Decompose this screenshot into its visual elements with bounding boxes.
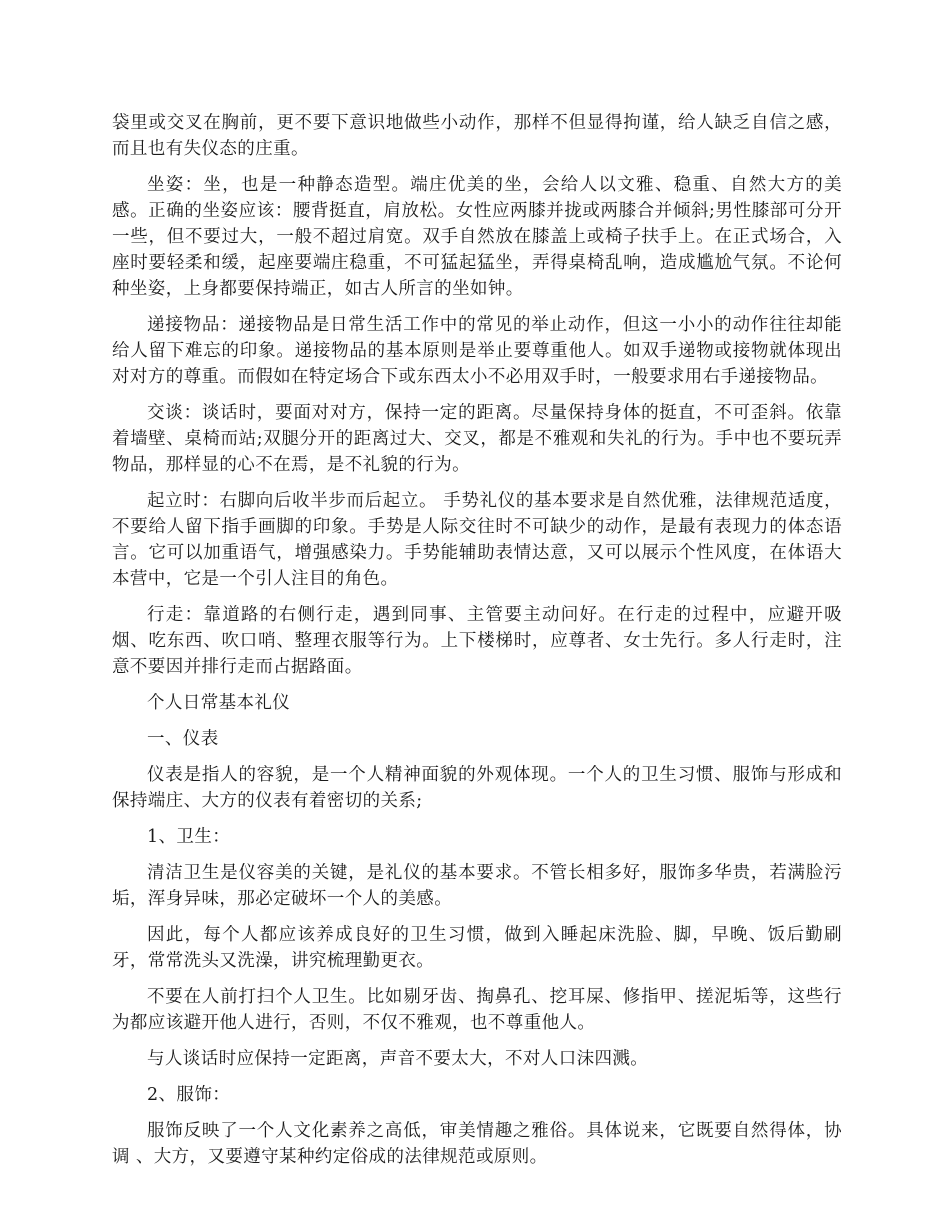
subsection-heading: 1、卫生： [147,827,231,847]
paragraph: 袋里或交叉在胸前，更不要下意识地做些小动作，那样不但显得拘谨，给人缺乏自信之感，而且也有失仪态的庄重。 [112,113,842,159]
paragraph: 服饰反映了一个人文化素养之高低，审美情趣之雅俗。具体说来，它既要自然得体，协调 、大方，又要遵守某种约定俗成的法律规范或原则。 [112,1121,842,1167]
paragraph: 起立时：右脚向后收半步而后起立。 手势礼仪的基本要求是自然优雅，法律规范适度，不要给人留下指手画脚的印象。手势是人际交往时不可缺少的动作，是最有表现力的体态语言。它可以加重语气，增强感染力。手势能辅助表情达意，又可以展示个性风度，在体语大本营中，它是一个引人注目的角色。 [112,491,842,589]
subsection-heading: 2、服饰： [147,1085,231,1105]
paragraph: 不要在人前打扫个人卫生。比如剔牙齿、掏鼻孔、挖耳屎、修指甲、搓泥垢等，这些行为都应该避开他人进行，否则，不仅不雅观，也不尊重他人。 [112,987,842,1033]
section-heading: 个人日常基本礼仪 [147,693,291,713]
paragraph: 与人谈话时应保持一定距离，声音不要太大，不对人口沫四溅。 [147,1049,649,1069]
paragraph: 仪表是指人的容貌，是一个人精神面貌的外观体现。一个人的卫生习惯、服饰与形成和保持端庄、大方的仪表有着密切的关系; [112,765,842,811]
paragraph: 交谈：谈话时，要面对对方，保持一定的距离。尽量保持身体的挺直，不可歪斜。依靠着墙壁、桌椅而站;双腿分开的距离过大、交叉，都是不雅观和失礼的行为。手中也不要玩弄物品，那样显的心不在焉，是不礼貌的行为。 [112,403,842,475]
paragraph: 清洁卫生是仪容美的关键，是礼仪的基本要求。不管长相多好，服饰多华贵，若满脸污垢，浑身异味，那必定破坏一个人的美感。 [112,863,842,909]
paragraph: 因此，每个人都应该养成良好的卫生习惯，做到入睡起床洗脸、脚，早晚、饭后勤刷牙，常常洗头又洗澡，讲究梳理勤更衣。 [112,925,842,971]
paragraph: 递接物品：递接物品是日常生活工作中的常见的举止动作，但这一小小的动作往往却能给人留下难忘的印象。递接物品的基本原则是举止要尊重他人。如双手递物或接物就体现出对对方的尊重。而假如在特定场合下或东西太小不必用双手时，一般要求用右手递接物品。 [112,315,842,387]
paragraph: 行走：靠道路的右侧行走，遇到同事、主管要主动问好。在行走的过程中，应避开吸烟、吃东西、吹口哨、整理衣服等行为。上下楼梯时，应尊者、女士先行。多人行走时，注意不要因并排行走而占据路面。 [112,605,842,677]
document-page [112,110,842,1180]
paragraph: 坐姿：坐，也是一种静态造型。端庄优美的坐，会给人以文雅、稳重、自然大方的美感。正确的坐姿应该：腰背挺直，肩放松。女性应两膝并拢或两膝合并倾斜;男性膝部可分开一些，但不要过大，一般不超过肩宽。双手自然放在膝盖上或椅子扶手上。在正式场合，入座时要轻柔和缓，起座要端庄稳重，不可猛起猛坐，弄得桌椅乱响，造成尴尬气氛。不论何种坐姿，上身都要保持端正，如古人所言的坐如钟。 [112,175,842,299]
section-heading: 一、仪表 [147,729,219,749]
